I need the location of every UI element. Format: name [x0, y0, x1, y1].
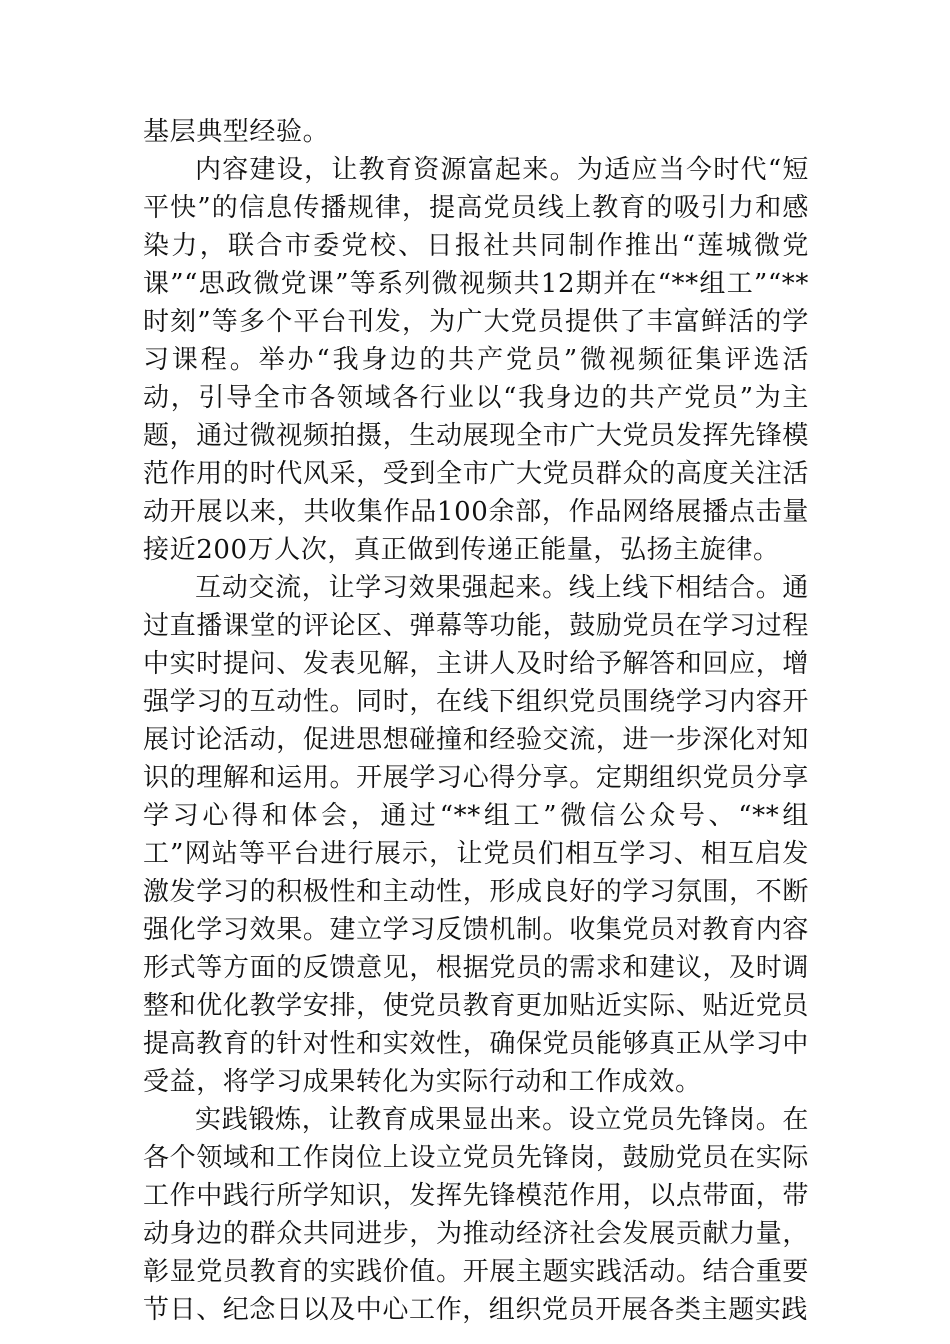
paragraph-content-building: 内容建设，让教育资源富起来。为适应当今时代“短平快”的信息传播规律，提高党员线上教育的吸引力和感染力，联合市委党校、日报社共同制作推出“莲城微党课”“思政微党课”等系列微视频共12期并在“**组工”“**时刻”等多个平台刊发，为广大党员提供了丰富鲜活的学习课程。举办“我身边的共产党员”微视频征集评选活动，引导全市各领域各行业以“我身边的共产党员”为主题，通过微视频拍摄，生动展现全市广大党员发挥先锋模范作用的时代风采，受到全市广大党员群众的高度关注活动开展以来，共收集作品100余部，作品网络展播点击量接近200万人次，真正做到传递正能量，弘扬主旋律。 [143, 155, 809, 565]
document-body [143, 113, 809, 1329]
paragraph-continuation: 基层典型经验。 [143, 117, 330, 147]
paragraph-practice: 实践锻炼，让教育成果显出来。设立党员先锋岗。在各个领域和工作岗位上设立党员先锋岗，鼓励党员在实际工作中践行所学知识，发挥先锋模范作用，以点带面，带动身边的群众共同进步，为推动经济社会发展贡献力量，彰显党员教育的实践价值。开展主题实践活动。结合重要节日、纪念日以及中心工作，组织党员开展各类主题实践 [143, 1105, 809, 1325]
paragraph-interaction: 互动交流，让学习效果强起来。线上线下相结合。通过直播课堂的评论区、弹幕等功能，鼓励党员在学习过程中实时提问、发表见解，主讲人及时给予解答和回应，增强学习的互动性。同时，在线下组织党员围绕学习内容开展讨论活动，促进思想碰撞和经验交流，进一步深化对知识的理解和运用。开展学习心得分享。定期组织党员分享学习心得和体会，通过“**组工”微信公众号、“**组工”网站等平台进行展示，让党员们相互学习、相互启发激发学习的积极性和主动性，形成良好的学习氛围，不断强化学习效果。建立学习反馈机制。收集党员对教育内容形式等方面的反馈意见，根据党员的需求和建议，及时调整和优化教学安排，使党员教育更加贴近实际、贴近党员提高教育的针对性和实效性，确保党员能够真正从学习中受益，将学习成果转化为实际行动和工作成效。 [143, 573, 809, 1097]
